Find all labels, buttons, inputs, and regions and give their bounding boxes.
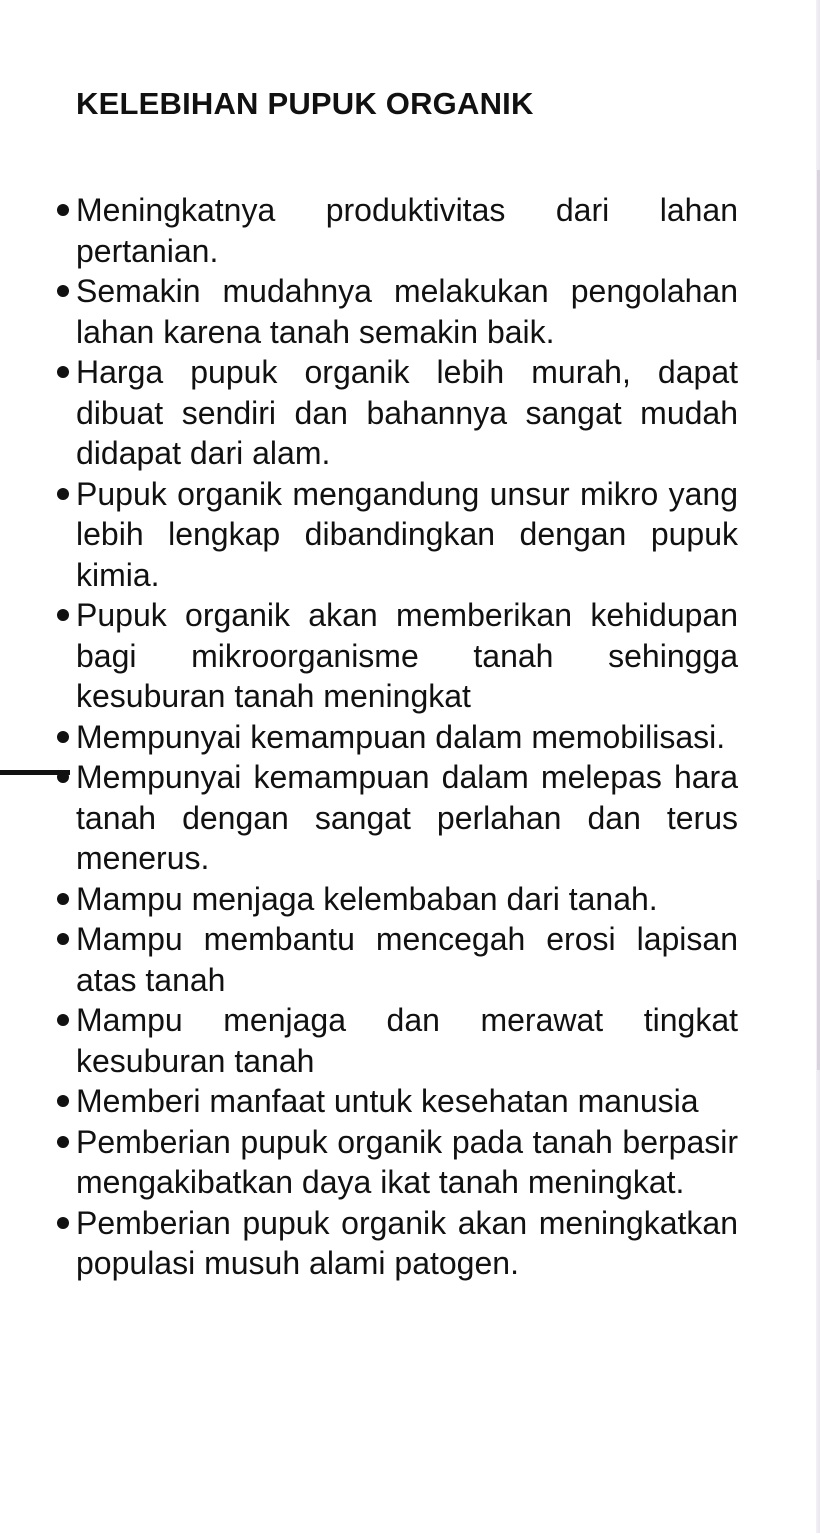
list-item <box>56 595 738 717</box>
list-item-text: Mampu membantu mencegah erosi lapisan atas tanah <box>76 921 738 998</box>
bullet-list <box>56 190 738 1284</box>
document-title: KELEBIHAN PUPUK ORGANIK <box>76 86 534 121</box>
list-item <box>56 474 738 596</box>
list-item-text: Mampu menjaga dan merawat tingkat kesuburan tanah <box>76 1002 738 1079</box>
list-item-text: Pemberian pupuk organik pada tanah berpasir mengakibatkan daya ikat tanah meningkat. <box>76 1123 738 1200</box>
list-item <box>56 352 738 474</box>
list-item <box>56 757 738 879</box>
list-item-text: Mempunyai kemampuan dalam melepas hara tanah dengan sangat perlahan dan terus menerus. <box>76 759 738 876</box>
list-item <box>56 1203 738 1284</box>
list-item-text: Pemberian pupuk organik akan meningkatkan populasi musuh alami patogen. <box>76 1204 738 1281</box>
list-item <box>56 1000 738 1081</box>
list-item-text: Pupuk organik mengandung unsur mikro yang lebih lengkap dibandingkan dengan pupuk kimia. <box>76 475 738 593</box>
list-item-text: Memberi manfaat untuk kesehatan manusia <box>76 1083 699 1119</box>
list-item <box>56 879 738 920</box>
list-item-text: Mempunyai kemampuan dalam memobilisasi. <box>76 718 726 755</box>
list-item-text: Mampu menjaga kelembaban dari tanah. <box>76 880 658 917</box>
list-item-text: Pupuk organik akan memberikan kehidupan bagi mikroorganisme tanah sehingga kesuburan tanah meningkat <box>76 597 738 714</box>
list-item <box>56 919 738 1000</box>
list-item-text: Semakin mudahnya melakukan pengolahan lahan karena tanah semakin baik. <box>76 273 738 350</box>
list-item <box>56 1122 738 1203</box>
list-item-text: Harga pupuk organik lebih murah, dapat dibuat sendiri dan bahannya sangat mudah didapat dari alam. <box>76 354 738 471</box>
list-item <box>56 190 738 271</box>
margin-marker-line <box>0 770 70 775</box>
list-item <box>56 271 738 352</box>
list-item <box>56 1081 738 1122</box>
list-item-text: Meningkatnya produktivitas dari lahan pertanian. <box>76 192 738 269</box>
list-item <box>56 717 738 758</box>
